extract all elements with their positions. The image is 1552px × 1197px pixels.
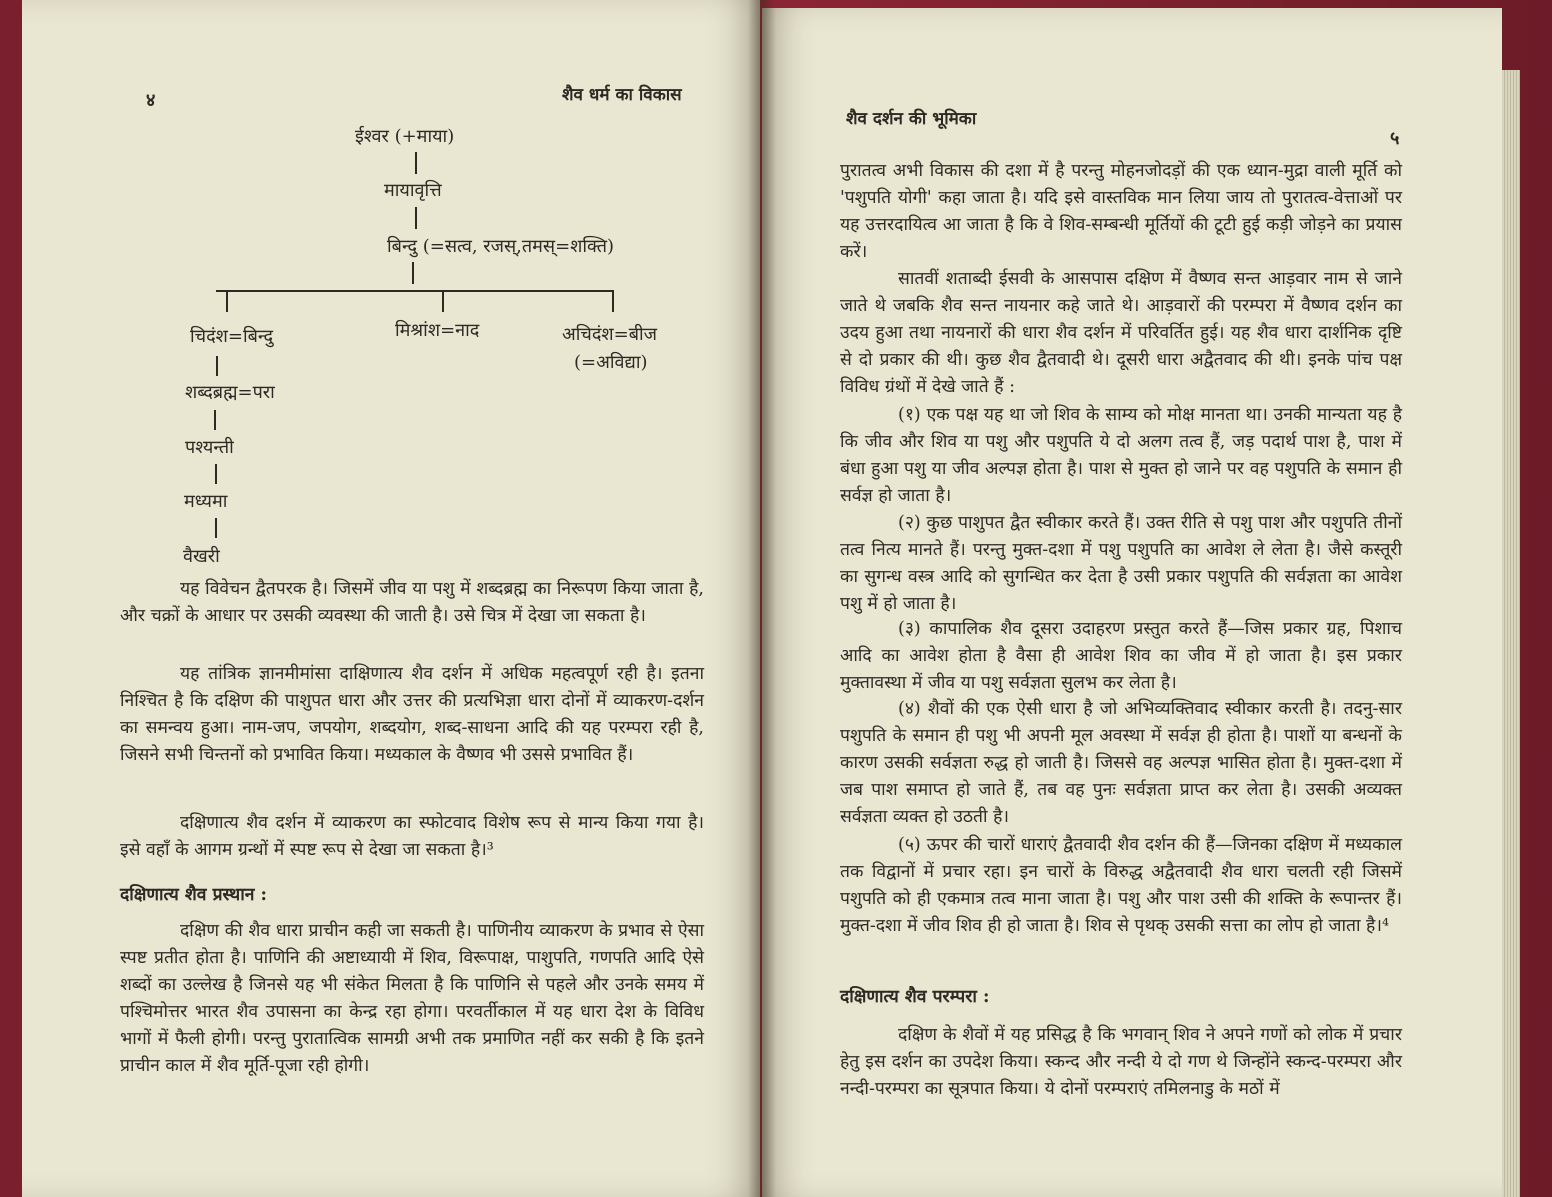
left-section-heading: दक्षिणात्य शैव प्रस्थान : [120,885,267,905]
tree-connector [412,262,414,284]
tree-branch-left: चिदंश=बिन्दु [190,326,274,347]
book-spine-shadow [748,0,776,1197]
tree-connector [226,292,228,312]
right-paragraph: पुरातत्व अभी विकास की दशा में है परन्तु मोहनजोदड़ों की एक ध्यान-मुद्रा वाली मूर्ति को 'पशुपति योगी' कहा जाता है। यदि इसे वास्तविक मान लिया जाय तो पुरातत्व-वेत्ताओं पर यह उत्तरदायित्व आ जाता है कि वे शिव-सम्बन्धी मूर्तियों की टूटी हुई कड़ी जोड़ने का प्रयास करें। [840,161,1402,262]
tree-branch-mid: मिश्रांश=नाद [395,320,480,341]
tree-root: ईश्वर (+माया) [355,126,455,147]
tree-connector [415,207,417,229]
left-page [22,0,760,1197]
tree-chain-item: मध्यमा [184,491,228,512]
tree-connector [214,410,216,430]
left-paragraph: यह विवेचन द्वैतपरक है। जिसमें जीव या पशु में शब्दब्रह्म का निरूपण किया जाता है, और चक्रों के आधार पर उसकी व्यवस्था की जाती है। उसे चित्र में देखा जा सकता है। [120,579,704,626]
tree-connector [612,292,614,312]
right-paragraph: (१) एक पक्ष यह था जो शिव के साम्य को मोक्ष मानता था। उनकी मान्यता यह है कि जीव और शिव या पशु और पशुपति ये दो अलग तत्व हैं, जड़ पदार्थ पाश है, पाश में बंधा हुआ पशु या जीव अल्पज्ञ होता है। पाश से मुक्त हो जाने पर वह पशुपति के समान ही सर्वज्ञ हो जाता है। [840,405,1402,506]
right-page-number: ५ [1390,128,1400,149]
right-paragraph: (२) कुछ पाशुपत द्वैत स्वीकार करते हैं। उक्त रीति से पशु पाश और पशुपति तीनों तत्व नित्य मानते हैं। परन्तु मुक्त-दशा में पशु पशुपति का आवेश ले लेता है। जैसे कस्तूरी का सुगन्ध वस्त्र आदि को सुगन्धित कर देता है उसी प्रकार पशुपति की सर्वज्ञता का आवेश पशु में हो जाता है। [840,513,1402,614]
left-section-paragraph: दक्षिण की शैव धारा प्राचीन कही जा सकती है। पाणिनीय व्याकरण के प्रभाव से ऐसा स्पष्ट प्रतीत होता है। पाणिनि की अष्टाध्यायी में शिव, विरूपाक्ष, पाशुपति, गणपति आदि ऐसे शब्दों का उल्लेख है जिनसे यह भी संकेत मिलता है कि पाणिनि से पहले और उनके समय में पश्चिमोत्तर भारत शैव उपासना का केन्द्र रहा होगा। परवर्तीकाल में यह धारा देश के विविध भागों में फैली होगी। परन्तु पुरातात्विक सामग्री अभी तक प्रमाणित नहीं कर सकी है कि इतने प्राचीन काल में शैव मूर्ति-पूजा रही होगी। [120,921,704,1076]
right-paragraph: सातवीं शताब्दी ईसवी के आसपास दक्षिण में वैष्णव सन्त आड़वार नाम से जाने जाते थे जबकि शैव सन्त नायनार कहे जाते थे। आड़वारों की परम्परा में वैष्णव दर्शन का उदय हुआ तथा नायनारों की धारा शैव दर्शन में परिवर्तित हुई। यह शैव धारा दार्शनिक दृष्टि से दो प्रकार की थी। कुछ शैव द्वैतवादी थे। दूसरी धारा अद्वैतवाद की थी। इनके पांच पक्ष विविध ग्रंथों में देखे जाते हैं : [840,269,1402,397]
left-running-head: शैव धर्म का विकास [562,85,682,105]
left-paragraph: यह तांत्रिक ज्ञानमीमांसा दाक्षिणात्य शैव दर्शन में अधिक महत्वपूर्ण रही है। इतना निश्चित है कि दक्षिण की पाशुपत धारा और उत्तर की प्रत्यभिज्ञा धारा दोनों में व्याकरण-दर्शन का समन्वय हुआ। नाम-जप, जपयोग, शब्दयोग, शब्द-साधना आदि की यह परम्परा रही है, जिसने सभी चिन्तनों को प्रभावित किया। मध्यकाल के वैष्णव भी उससे प्रभावित हैं। [120,664,704,765]
right-page [762,8,1502,1197]
tree-connector [442,292,444,312]
tree-chain-item: शब्दब्रह्म=परा [185,382,275,403]
tree-chain-item: वैखरी [183,546,220,567]
tree-connector [215,518,217,538]
right-section-paragraph: दक्षिण के शैवों में यह प्रसिद्ध है कि भगवान् शिव ने अपने गणों को लोक में प्रचार हेतु इस दर्शन का उपदेश किया। स्कन्द और नन्दी ये दो गण थे जिन्होंने स्कन्द-परम्परा और नन्दी-परम्परा का सूत्रपात किया। ये दोनों परम्पराएं तमिलनाडु के मठों में [840,1025,1402,1099]
left-page-number: ४ [146,90,156,111]
tree-level2: मायावृत्ति [384,180,442,201]
tree-connector [216,356,218,376]
left-paragraph: दक्षिणात्य शैव दर्शन में व्याकरण का स्फोटवाद विशेष रूप से मान्य किया गया है। इसे वहाँ के आगम ग्रन्थों में स्पष्ट रूप से देखा जा सकता है।³ [120,813,704,860]
right-paragraph: (४) शैवों की एक ऐसी धारा है जो अभिव्यक्तिवाद स्वीकार करती है। तदनु-सार पशुपति के समान ही पशु भी अपनी मूल अवस्था में सर्वज्ञ ही होता है। पाशों या बन्धनों के कारण उसकी सर्वज्ञता रुद्ध हो जाती है। जिससे वह अल्पज्ञ भासित होता है। मुक्त-दशा में जब पाश समाप्त हो जाते हैं, तब वह पुनः सर्वज्ञता प्राप्त कर लेता है। उसकी अव्यक्त सर्वज्ञता व्यक्त हो उठती है। [840,699,1402,827]
tree-chain-item: पश्यन्ती [185,437,234,458]
right-running-head: शैव दर्शन की भूमिका [846,109,977,129]
right-paragraph: (५) ऊपर की चारों धाराएं द्वैतवादी शैव दर्शन की हैं—जिनका दक्षिण में मध्यकाल तक विद्वानों में प्रचार रहा। इन चारों के विरुद्ध अद्वैतवादी शैव धारा चलती रही जिसमें पशुपति को ही एकमात्र तत्व माना जाता है। पशु और पाश उसी की शक्ति के रूपान्तर हैं। मुक्त-दशा में जीव शिव ही हो जाता है। शिव से पृथक् उसकी सत्ता का लोप हो जाता है।⁴ [840,835,1402,936]
tree-branch-right-note: (=अविद्या) [574,352,648,373]
tree-level3: बिन्दु (=सत्व, रजस्,तमस्=शक्ति) [387,236,614,257]
tree-branch-bar [216,290,614,292]
tree-connector [215,464,217,484]
right-section-heading: दक्षिणात्य शैव परम्परा : [840,987,990,1007]
tree-branch-right: अचिदंश=बीज [562,324,658,345]
tree-connector [415,152,417,174]
right-paragraph: (३) कापालिक शैव दूसरा उदाहरण प्रस्तुत करते हैं—जिस प्रकार ग्रह, पिशाच आदि का आवेश होता है वैसा ही आवेश शिव का जीव में हो जाता है। इस प्रकार मुक्तावस्था में जीव या पशु सर्वज्ञता सुलभ कर लेता है। [840,619,1402,693]
